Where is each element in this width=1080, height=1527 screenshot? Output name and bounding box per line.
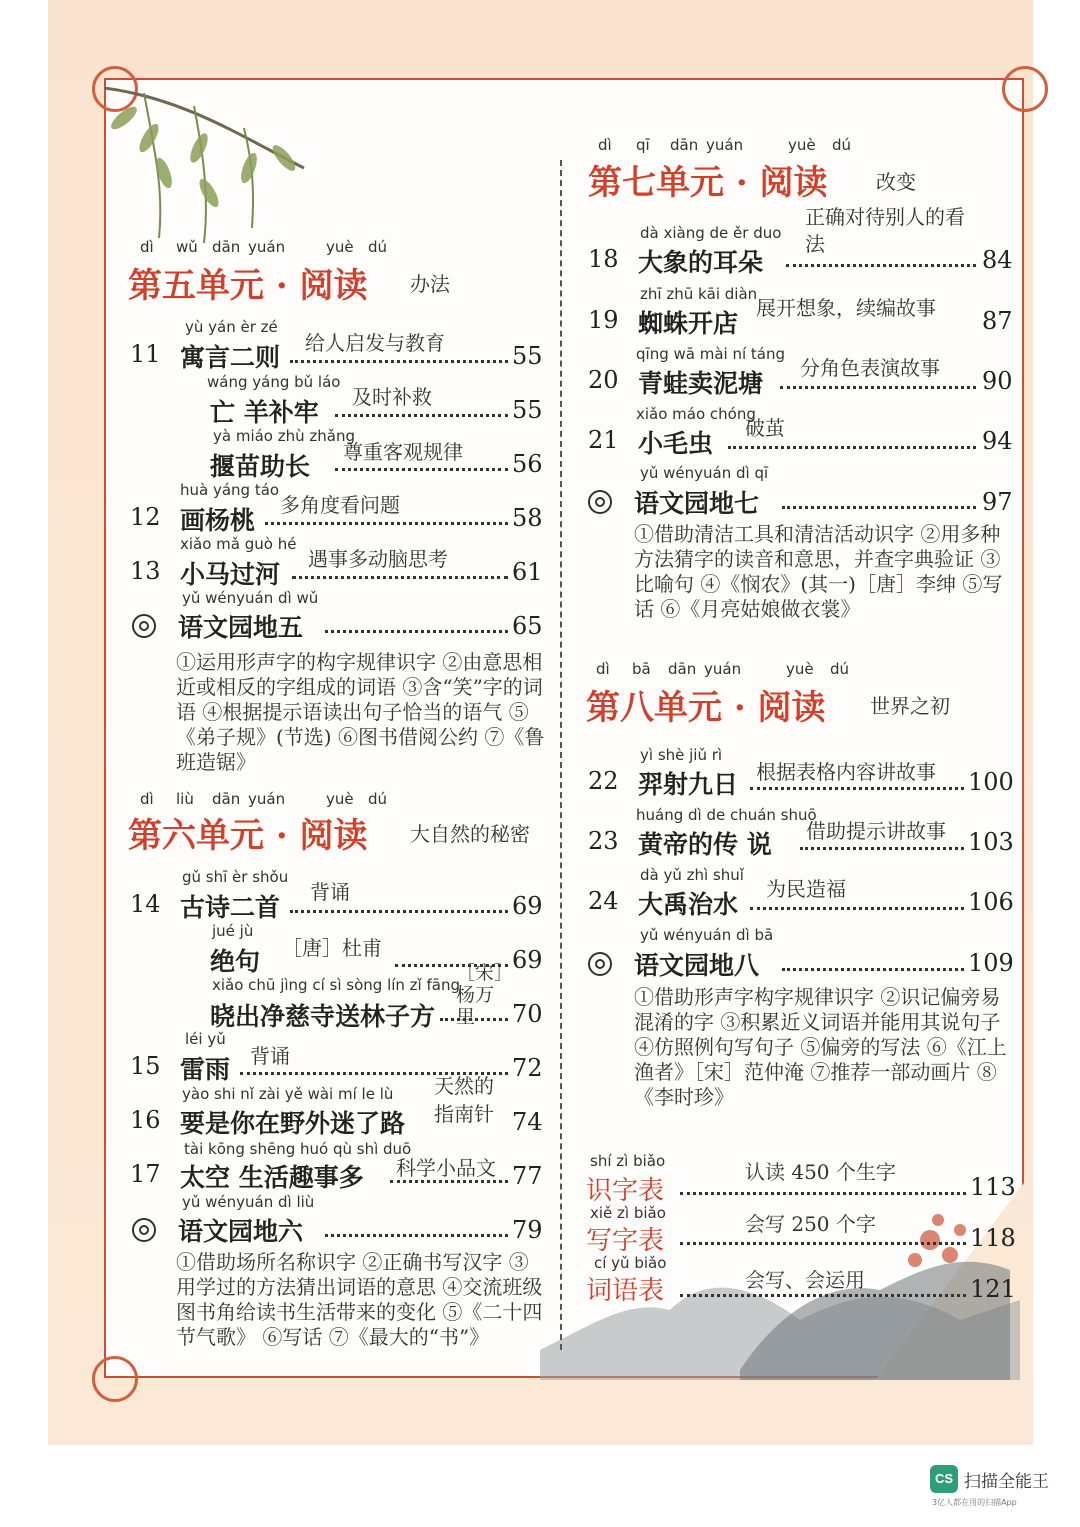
unit-pinyin: yuán [706,136,744,154]
unit-pinyin: qī [636,136,650,154]
unit-title: 第六单元 · 阅读 [128,816,368,856]
appendix-title: 识字表 [586,1176,665,1206]
appendix-pinyin: shí zì biǎo [590,1152,666,1170]
lesson-note: 背诵 [250,1044,290,1068]
unit-theme: 大自然的秘密 [410,822,530,846]
leader-dots [325,630,508,633]
lesson-number: 12 [130,503,161,531]
appendix-title: 写字表 [586,1226,665,1256]
lesson-pinyin: wáng yáng bǔ láo [207,373,341,391]
lesson-note: 借助提示讲故事 [806,819,946,843]
page-number: 103 [968,828,1014,856]
page-number: 97 [982,488,1013,516]
leader-dots [750,907,964,910]
lesson-note: 分角色表演故事 [800,356,940,380]
appendix-pinyin: xiě zì biǎo [590,1204,666,1222]
unit-pinyin: dì [598,136,612,154]
lesson-number: 17 [130,1160,161,1188]
page-number: 106 [968,888,1014,916]
double-circle-icon [588,490,612,514]
page-number: 113 [970,1173,1016,1201]
watermark-name: 扫描全能王 [964,1472,1049,1492]
leader-dots [325,1234,508,1237]
page-number: 55 [512,396,543,424]
garden-pinyin: yǔ wényuán dì qī [640,464,769,482]
leader-dots [335,468,508,471]
lesson-pinyin: gǔ shī èr shǒu [182,868,289,886]
unit-theme: 改变 [876,170,916,194]
lesson-pinyin: qīng wā mài ní táng [636,345,785,363]
lesson-note: 及时补救 [352,385,432,409]
leader-dots [680,1242,966,1245]
garden-description: ①借助场所名称识字 ②正确书写汉字 ③用学过的方法猜出词语的意思 ④交流班级图书角给读书生活带来的变化 ⑤《二十四节气歌》 ⑥写话 ⑦《最大的“书”》 [176,1250,543,1349]
unit-pinyin: yuè [326,790,354,808]
lesson-note: 尊重客观规律 [343,440,463,464]
unit-pinyin: yuè [326,238,354,256]
unit-title: 第八单元 · 阅读 [586,688,826,728]
lesson-pinyin: yù yán èr zé [185,318,278,336]
page-number: 84 [982,246,1013,274]
lesson-pinyin: huáng dì de chuán shuō [636,806,817,824]
page-number: 56 [512,450,543,478]
garden-title: 语文园地七 [634,489,760,518]
unit-pinyin: yuán [704,660,742,678]
garden-title: 语文园地八 [634,951,760,980]
page-number: 100 [968,768,1014,796]
willow-illustration [104,78,404,248]
page-number: 72 [512,1054,543,1082]
lesson-title: 亡 羊补牢 [210,398,319,427]
lesson-note: 根据表格内容讲故事 [756,760,936,784]
lesson-pinyin: zhī zhū kāi diàn [640,285,758,303]
appendix-title: 词语表 [586,1276,665,1306]
page-number: 69 [512,946,543,974]
leader-dots [786,264,976,267]
page-number: 94 [982,427,1013,455]
lesson-title: 绝句 [210,947,261,976]
leader-dots [780,386,976,389]
scanner-logo-icon: CS [930,1465,958,1493]
lesson-note: 正确对待别人的看法 [805,205,965,256]
lesson-pinyin: dà yǔ zhì shuǐ [640,866,744,884]
page-number: 69 [512,892,543,920]
lesson-title: 古诗二首 [180,893,281,922]
lesson-note: 背诵 [310,880,350,904]
double-circle-icon [132,614,156,638]
unit-pinyin: bā [632,660,651,678]
lesson-number: 18 [588,245,619,273]
leader-dots [265,522,508,525]
watermark-slogan: 3亿人都在用的扫描App [932,1498,1017,1507]
lesson-number: 24 [588,887,619,915]
leader-dots [728,446,976,449]
unit-pinyin: wǔ [176,238,198,256]
leader-dots [782,506,976,509]
lesson-number: 16 [130,1106,161,1134]
unit-pinyin: dú [368,238,388,256]
garden-title: 语文园地五 [178,613,304,642]
page-number: 90 [982,367,1013,395]
lesson-number: 11 [130,340,161,368]
lesson-note: ［唐］杜甫 [282,936,382,960]
unit-pinyin: dú [832,136,852,154]
lesson-pinyin: dà xiàng de ěr duo [640,224,782,242]
lesson-note: 展开想象，续编故事 [756,296,936,320]
unit-pinyin: dān [212,238,241,256]
lesson-number: 14 [130,890,161,918]
lesson-note: 为民造福 [766,877,846,901]
page-number: 109 [968,949,1014,977]
page-number: 87 [982,307,1013,335]
leader-dots [800,847,964,850]
garden-title: 语文园地六 [178,1217,304,1246]
lesson-title: 大禹治水 [638,890,739,919]
unit-title: 第五单元 · 阅读 [128,266,368,306]
unit-pinyin: liù [176,790,194,808]
unit-pinyin: dì [140,790,154,808]
unit-pinyin: dān [670,136,699,154]
page-number: 61 [512,558,543,586]
lesson-title: 青蛙卖泥塘 [638,369,764,398]
lesson-pinyin: xiǎo mǎ guò hé [180,535,297,553]
garden-description: ①运用形声字的构字规律识字 ②由意思相近或相反的字组成的词语 ③含“笑”字的词语 ④根据提示语读出句子恰当的语气 ⑤《弟子规》(节选) ⑥图书借阅公约 ⑦《鲁班造锯》 [176,650,545,774]
lesson-title: 小毛虫 [638,429,714,458]
lesson-title: 太空 生活趣事多 [180,1163,364,1192]
page-number: 65 [512,612,543,640]
lesson-pinyin: xiǎo máo chóng [636,405,756,423]
lesson-note: 科学小品文 [396,1156,496,1180]
lesson-title: 大象的耳朵 [638,248,764,277]
leader-dots [750,787,964,790]
lesson-title: 小马过河 [180,560,281,589]
leader-dots [782,968,964,971]
lesson-number: 13 [130,557,161,585]
garden-pinyin: yǔ wényuán dì liù [182,1193,315,1211]
lesson-pinyin: yì shè jiǔ rì [640,746,723,764]
lesson-number: 21 [588,426,619,454]
lesson-number: 23 [588,827,619,855]
lesson-number: 15 [130,1052,161,1080]
page-number: 79 [512,1216,543,1244]
unit-title: 第七单元 · 阅读 [588,163,828,203]
unit-pinyin: dān [668,660,697,678]
appendix-note: 会写、会运用 [745,1268,865,1292]
double-circle-icon [588,952,612,976]
unit-theme: 办法 [410,272,450,296]
leader-dots [440,1018,508,1021]
lesson-note: ［宋］杨万里 [456,962,504,1028]
lesson-title: 羿射九日 [638,770,739,799]
lesson-title: 揠苗助长 [210,452,311,481]
page-number: 58 [512,504,543,532]
lesson-title: 蜘蛛开店 [638,309,739,338]
appendix-note: 认读 450 个生字 [745,1160,896,1184]
lesson-title: 要是你在野外迷了路 [180,1109,406,1138]
leader-dots [680,1294,966,1297]
column-divider [560,160,562,1350]
garden-description: ①借助形声字构字规律识字 ②识记偏旁易混淆的字 ③积累近义词语并能用其说句子 ④仿照例句写句子 ⑤偏旁的写法 ⑥《江上渔者》［宋］范仲淹 ⑦推荐一部动画片 ⑧《李时珍》 [634,985,1007,1109]
lesson-pinyin: xiǎo chū jìng cí sì sòng lín zǐ fāng [212,976,460,994]
unit-theme: 世界之初 [870,694,950,718]
unit-pinyin: yuán [248,238,286,256]
lesson-pinyin: jué jù [212,922,254,940]
double-circle-icon [132,1218,156,1242]
lesson-pinyin: yào shi nǐ zài yě wài mí le lù [182,1085,394,1103]
lesson-number: 22 [588,767,619,795]
leader-dots [290,360,508,363]
lesson-pinyin: léi yǔ [185,1030,226,1048]
unit-pinyin: yuè [786,660,814,678]
lesson-title: 画杨桃 [180,506,256,535]
unit-pinyin: dú [830,660,850,678]
lesson-note: 破茧 [745,416,785,440]
lesson-title: 黄帝的传 说 [638,830,772,859]
appendix-pinyin: cí yǔ biǎo [594,1254,667,1272]
page-number: 55 [512,342,543,370]
page-number: 118 [970,1224,1016,1252]
lesson-note: 天然的指南针 [434,1074,494,1126]
unit-pinyin: yuán [248,790,286,808]
leader-dots [335,414,508,417]
garden-description: ①借助清洁工具和清洁活动识字 ②用多种方法猜字的读音和意思，并查字典验证 ③比喻句 ④《悯农》(其一)［唐］李绅 ⑤写话 ⑥《月亮姑娘做衣裳》 [634,522,1003,621]
unit-pinyin: dān [212,790,241,808]
lesson-number: 19 [588,306,619,334]
lesson-title: 寓言二则 [180,343,281,372]
lesson-note: 多角度看问题 [280,493,400,517]
leader-dots [290,910,508,913]
corner-knot-icon [92,1356,138,1402]
unit-pinyin: dú [368,790,388,808]
leader-dots [680,1192,966,1195]
unit-pinyin: yuè [788,136,816,154]
corner-knot-icon [1002,66,1048,112]
garden-pinyin: yǔ wényuán dì wǔ [182,589,319,607]
leader-dots [390,1180,508,1183]
lesson-pinyin: tài kōng shēng huó qù shì duō [184,1140,412,1158]
leader-dots [292,576,508,579]
page-number: 77 [512,1162,543,1190]
page-number: 121 [970,1275,1016,1303]
garden-pinyin: yǔ wényuán dì bā [640,926,774,944]
lesson-number: 20 [588,366,619,394]
lesson-title: 晓出净慈寺送林子方 [210,1002,436,1031]
appendix-note: 会写 250 个字 [745,1212,876,1236]
unit-pinyin: dì [140,238,154,256]
lesson-note: 给人启发与教育 [305,331,445,355]
lesson-pinyin: yà miáo zhù zhǎng [213,427,356,445]
unit-pinyin: dì [596,660,610,678]
lesson-title: 雷雨 [180,1055,231,1084]
lesson-pinyin: huà yáng táo [180,481,280,499]
lesson-note: 遇事多动脑思考 [308,547,448,571]
page-number: 74 [512,1108,543,1136]
page-number: 70 [512,1000,543,1028]
